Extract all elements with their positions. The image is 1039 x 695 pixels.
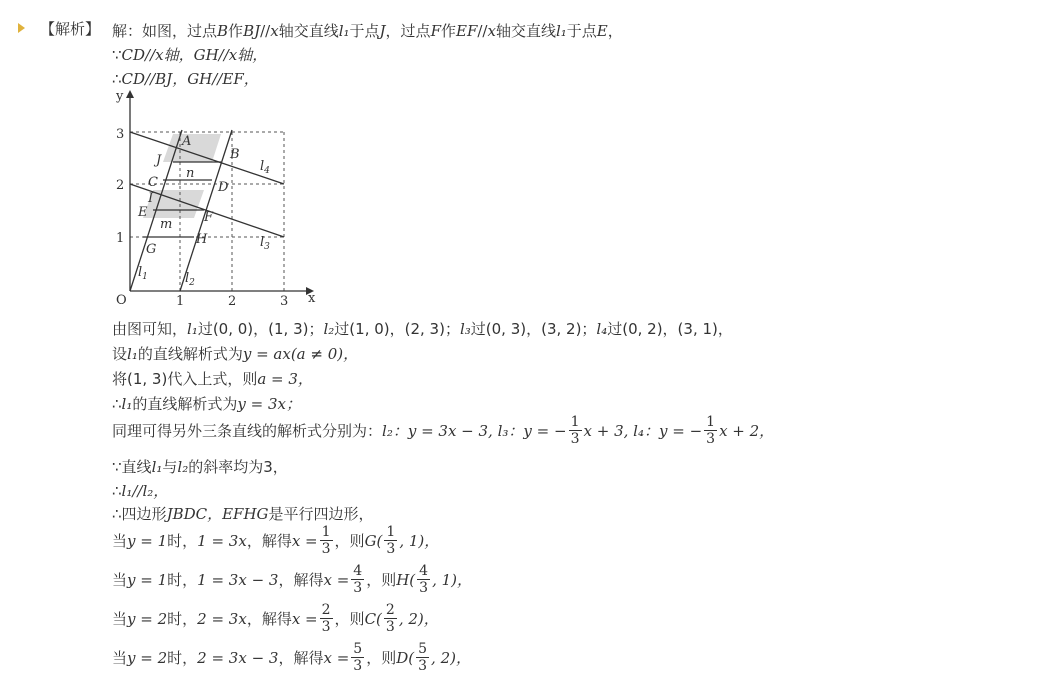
math-text: y = 3x − 3, <box>407 421 493 440</box>
text-span: 将(1, 3)代入上式，则 <box>112 370 258 388</box>
math-text: C( <box>364 609 382 628</box>
text-span: ，解得 <box>246 610 292 628</box>
fraction-one-third: $\frac{1}{3}$ <box>706 414 716 447</box>
math-l2: l₂： <box>382 422 408 440</box>
math-text: y = 2 <box>127 648 168 667</box>
math-text: x + 3, <box>583 421 629 440</box>
text-span: ，解得 <box>246 532 292 550</box>
text-span: 轴交直线 <box>278 22 339 40</box>
analysis-tag: 【解析】 <box>40 20 101 38</box>
math-l3: l₃： <box>497 422 524 440</box>
math-l2: l₂ <box>323 319 335 338</box>
text-span: 当 <box>112 571 128 589</box>
text-span: 过(0, 3)，(3, 2)； <box>470 320 597 338</box>
math-l3: l₃ <box>459 319 471 338</box>
math-l2: l₂ <box>177 457 189 476</box>
text-span: 时， <box>167 571 198 589</box>
text-span: ， <box>607 22 623 40</box>
text-span: ，则 <box>366 571 397 589</box>
text-span: 的斜率均为3， <box>188 458 288 476</box>
solution-line-parallel <box>112 480 168 501</box>
text-span: 时， <box>167 532 198 550</box>
solution-line-sub <box>112 368 313 389</box>
point-E: E <box>138 205 148 220</box>
math-x: x <box>270 21 279 40</box>
text-span: 作 <box>440 22 456 40</box>
math-text: y = 2 <box>127 609 168 628</box>
math-text: x + 2， <box>719 422 775 440</box>
math-text: D( <box>396 648 415 667</box>
text-span: ，过点 <box>385 22 431 40</box>
math-l4: l₄ <box>596 319 608 338</box>
math-text: x = <box>291 531 318 550</box>
math-text: CD//BJ，GH//EF， <box>121 70 259 88</box>
math-x: x <box>487 21 496 40</box>
solution-line-case-2 <box>112 563 472 596</box>
fraction-value: $\frac{4}{3}$ <box>353 563 363 596</box>
text-span: 由图可知， <box>112 320 188 338</box>
text-span: 的直线解析式为 <box>137 345 243 363</box>
solution-line-result <box>112 393 301 414</box>
therefore-symbol: ∴ <box>112 69 122 88</box>
because-symbol: ∵ <box>112 457 122 476</box>
therefore-symbol: ∴ <box>112 394 122 413</box>
fraction-value: $\frac{2}{3}$ <box>385 602 395 635</box>
solution-line-2 <box>112 44 267 65</box>
math-text: y = − <box>523 421 567 440</box>
text-span: 过(0, 2)，(3, 1)， <box>607 320 733 338</box>
x-tick-1: 1 <box>176 294 185 308</box>
expand-triangle-icon[interactable] <box>18 23 25 33</box>
point-J: J <box>156 153 162 168</box>
solution-line-case-3 <box>112 602 439 635</box>
therefore-symbol: ∴ <box>112 481 122 500</box>
point-A: A <box>182 134 192 149</box>
label-l4: $l_4$ <box>260 159 270 176</box>
math-EF: EF <box>456 21 478 40</box>
text-span: ，则 <box>334 610 365 628</box>
solution-line-quad <box>112 503 374 524</box>
text-span: 同理可得另外三条直线的解析式分别为： <box>112 422 383 440</box>
point-I: I <box>148 191 154 206</box>
text-span: 过(0, 0)，(1, 3)； <box>197 320 324 338</box>
solution-line-1: 解：如图，过点 B 作 BJ // x 轴交直线 l₁ 于点 J ，过点 F 作 EF // x 轴交直线 l₁ 于点 E ， <box>112 21 623 40</box>
text-span: ，解得 <box>278 571 324 589</box>
y-axis-label: y <box>116 89 124 104</box>
fraction-value: $\frac{5}{3}$ <box>418 641 428 674</box>
text-span: 当 <box>112 649 128 667</box>
math-text: y = 1 <box>127 531 168 550</box>
text-span: 作 <box>228 22 244 40</box>
math-text: , 2)， <box>398 610 439 628</box>
text-span: 的直线解析式为 <box>132 395 238 413</box>
math-l1: l₁ <box>127 344 138 363</box>
text-span: 是平行四边形， <box>268 505 374 523</box>
coordinate-figure <box>108 86 323 308</box>
y-axis-arrow-icon <box>126 90 134 98</box>
text-span: 当 <box>112 532 128 550</box>
math-text: , 1)， <box>432 571 473 589</box>
math-text: y = 3x； <box>237 395 301 413</box>
fraction-value: $\frac{2}{3}$ <box>321 602 331 635</box>
math-text: 2 = 3x − 3 <box>197 648 279 667</box>
solution-line-slope <box>112 456 288 477</box>
math-l1: l₁ <box>121 394 133 413</box>
math-text: x = <box>323 648 350 667</box>
x-tick-3: 3 <box>280 294 289 308</box>
label-l2: $l_2$ <box>185 271 195 288</box>
region-m: m <box>160 217 173 232</box>
math-text: a = 3， <box>257 370 313 388</box>
math-text: JBDC，EFHG <box>166 505 269 523</box>
point-F: F <box>204 210 214 225</box>
math-F: F <box>430 21 441 40</box>
text-span: 于点 <box>349 22 380 40</box>
fraction-value: $\frac{4}{3}$ <box>419 563 429 596</box>
label-l1: $l_1$ <box>138 265 148 282</box>
fraction-one-third: $\frac{1}{3}$ <box>570 414 580 447</box>
math-text: l₁//l₂， <box>121 482 169 500</box>
text-span: 过(1, 0)，(2, 3)； <box>334 320 460 338</box>
origin-label: O <box>116 293 127 308</box>
math-text: y = ax(a ≠ 0)， <box>242 345 359 363</box>
x-axis-label: x <box>308 291 316 306</box>
text-span: 当 <box>112 610 128 628</box>
solution-line-case-1 <box>112 524 439 557</box>
math-l1: l₁ <box>187 319 198 338</box>
point-H: H <box>196 232 208 247</box>
math-E: E <box>596 21 608 40</box>
math-text: 1 = 3x <box>197 531 247 550</box>
math-l1: l₁ <box>151 457 163 476</box>
math-text: , 1)， <box>399 532 440 550</box>
label-l3: $l_3$ <box>260 235 270 252</box>
text-span: 四边形 <box>121 505 167 523</box>
because-symbol: ∵ <box>112 45 122 64</box>
text-span: ，解得 <box>278 649 324 667</box>
text-span: 与 <box>162 458 178 476</box>
math-B: B <box>217 21 229 40</box>
text-span: 设 <box>112 345 128 363</box>
math-text: y = − <box>658 421 703 440</box>
text-span: 直线 <box>121 458 152 476</box>
solution-line-case-4 <box>112 641 471 674</box>
y-tick-1: 1 <box>116 231 125 246</box>
math-text: y = 1 <box>127 570 168 589</box>
math-text: , 2)， <box>431 649 471 667</box>
math-text: CD//x轴，GH//x轴， <box>121 46 268 64</box>
solution-line-same <box>112 414 774 447</box>
text-span: ，则 <box>366 649 397 667</box>
fraction-value: $\frac{5}{3}$ <box>353 641 363 674</box>
math-text: 2 = 3x <box>197 609 247 628</box>
fraction-value: $\frac{1}{3}$ <box>321 524 331 557</box>
parallelogram-n <box>163 134 221 162</box>
math-text: G( <box>364 531 383 550</box>
math-l1: l₁ <box>338 21 350 40</box>
math-text: 1 = 3x − 3 <box>197 570 279 589</box>
therefore-symbol: ∴ <box>112 504 122 523</box>
math-text: x = <box>323 570 350 589</box>
x-tick-2: 2 <box>228 294 237 308</box>
y-tick-2: 2 <box>116 178 125 193</box>
y-tick-3: 3 <box>116 127 125 142</box>
point-C: C <box>148 175 158 190</box>
point-D: D <box>218 180 229 195</box>
math-l1: l₁ <box>555 21 567 40</box>
region-n: n <box>186 166 195 181</box>
text-span: 于点 <box>566 22 597 40</box>
point-B: B <box>230 147 240 162</box>
solution-line-set <box>112 343 358 364</box>
text-span: 时， <box>167 610 198 628</box>
text-span: 时， <box>167 649 198 667</box>
text-span: ，则 <box>334 532 365 550</box>
math-text: x = <box>291 609 318 628</box>
math-BJ: BJ <box>243 21 261 40</box>
math-text: H( <box>396 570 416 589</box>
math-l4: l₄： <box>633 422 659 440</box>
text-span: 轴交直线 <box>495 22 556 40</box>
math-J: J <box>379 21 386 40</box>
fraction-value: $\frac{1}{3}$ <box>386 524 396 557</box>
text-span: 解：如图，过点 <box>112 22 218 40</box>
solution-line-known <box>112 318 733 339</box>
point-G: G <box>146 242 157 257</box>
